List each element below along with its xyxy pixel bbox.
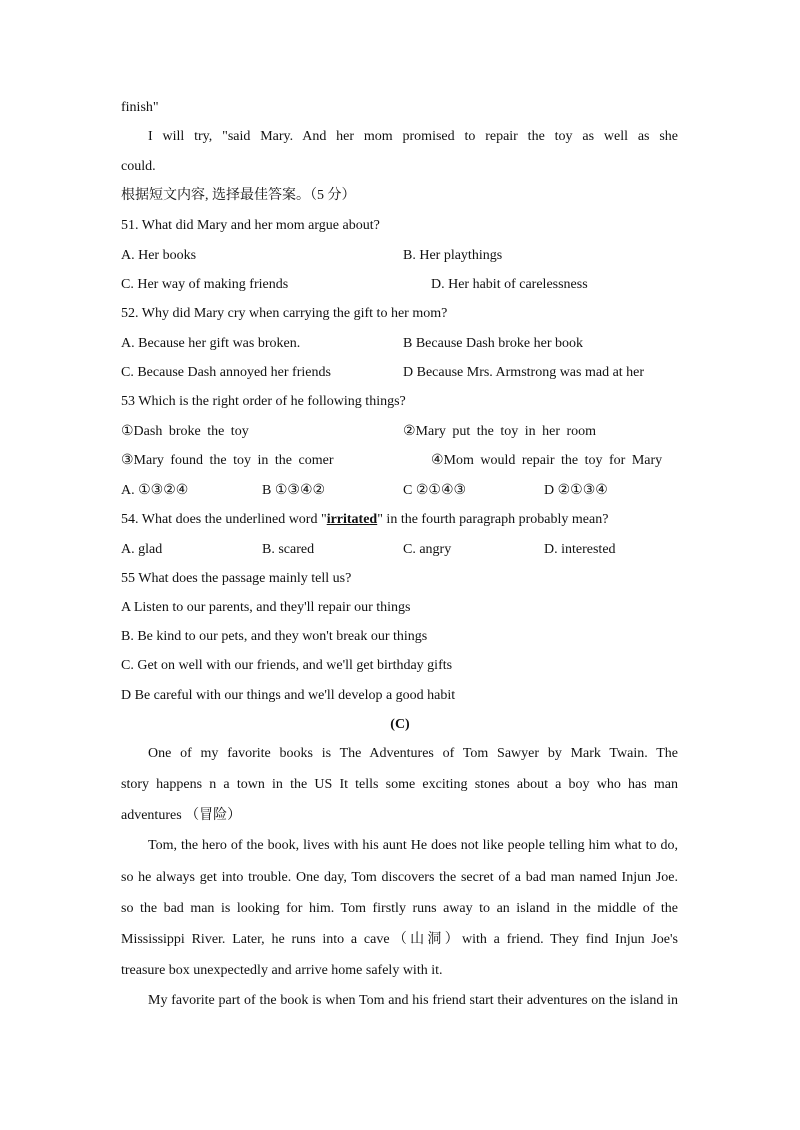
- passage-end-line-2: I will try, "said Mary. And her mom promised to repair the toy as well as she: [148, 129, 678, 144]
- section-c-p2-line-5: treasure box unexpectedly and arrive home safely with it.: [121, 963, 443, 978]
- question-51-stem: 51. What did Mary and her mom argue about?: [121, 218, 380, 233]
- question-54-option-d: D. interested: [544, 542, 616, 557]
- question-51-option-c: C. Her way of making friends: [121, 277, 289, 292]
- question-55-option-c: C. Get on well with our friends, and we'll get birthday gifts: [121, 658, 453, 673]
- question-54-stem-before: 54. What does the underlined word ": [121, 512, 327, 527]
- passage-end-line-1: finish": [121, 100, 159, 115]
- question-55-option-b: B. Be kind to our pets, and they won't break our things: [121, 629, 428, 644]
- question-53-option-c: C ②①④③: [403, 483, 467, 498]
- question-54-option-b: B. scared: [262, 542, 315, 557]
- question-53-option-d: D ②①③④: [544, 483, 608, 498]
- question-52-option-a: A. Because her gift was broken.: [121, 336, 301, 351]
- question-53-event-4: ④Mom would repair the toy for Mary: [431, 453, 663, 468]
- instruction: 根据短文内容, 选择最佳答案。（5 分）: [121, 188, 356, 203]
- section-c-p2-line-2: so he always get into trouble. One day, Tom discovers the secret of a bad man named Injun Joe.: [121, 870, 678, 885]
- question-54-option-a: A. glad: [121, 542, 163, 557]
- question-55-option-a: A Listen to our parents, and they'll repair our things: [121, 600, 411, 615]
- question-53-event-3: ③Mary found the toy in the comer: [121, 453, 334, 468]
- section-c-p2-line-3: so the bad man is looking for him. Tom firstly runs away to an island in the middle of the: [121, 901, 678, 916]
- question-53-option-b: B ①③④②: [262, 483, 326, 498]
- question-51-option-d: D. Her habit of carelessness: [431, 277, 588, 292]
- section-c-p3-line-1: My favorite part of the book is when Tom and his friend start their adventures on the island in: [148, 993, 678, 1008]
- question-55-option-d: D Be careful with our things and we'll develop a good habit: [121, 688, 456, 703]
- question-53-event-2: ②Mary put the toy in her room: [403, 424, 597, 439]
- question-52-stem: 52. Why did Mary cry when carrying the gift to her mom?: [121, 306, 448, 321]
- underlined-word: irritated: [326, 512, 378, 527]
- section-c-p1-line-3: adventures （冒险）: [121, 808, 242, 823]
- section-c-p1-line-1: One of my favorite books is The Adventures of Tom Sawyer by Mark Twain. The: [148, 746, 678, 761]
- section-c-p2-line-4: Mississippi River. Later, he runs into a cave（山洞）with a friend. They find Injun Joe's: [121, 932, 678, 947]
- question-53-stem: 53 Which is the right order of he following things?: [121, 394, 406, 409]
- section-c-p1-line-2: story happens n a town in the US It tells some exciting stones about a boy who has man: [121, 777, 678, 792]
- question-52-option-d: D Because Mrs. Armstrong was mad at her: [403, 365, 645, 380]
- section-c-heading: (C): [390, 717, 410, 732]
- question-51-option-a: A. Her books: [121, 248, 197, 263]
- question-54-stem-after: " in the fourth paragraph probably mean?: [377, 512, 609, 527]
- question-51-option-b: B. Her playthings: [403, 248, 503, 263]
- section-c-p2-line-1: Tom, the hero of the book, lives with his aunt He does not like people telling him what to do,: [148, 838, 678, 853]
- question-52-option-b: B Because Dash broke her book: [403, 336, 584, 351]
- question-54-option-c: C. angry: [403, 542, 452, 557]
- passage-end-line-3: could.: [121, 159, 156, 174]
- question-53-option-a: A. ①③②④: [121, 483, 189, 498]
- question-53-event-1: ①Dash broke the toy: [121, 424, 249, 439]
- question-54-stem: [121, 511, 608, 529]
- question-52-option-c: C. Because Dash annoyed her friends: [121, 365, 331, 380]
- question-55-stem: 55 What does the passage mainly tell us?: [121, 571, 352, 586]
